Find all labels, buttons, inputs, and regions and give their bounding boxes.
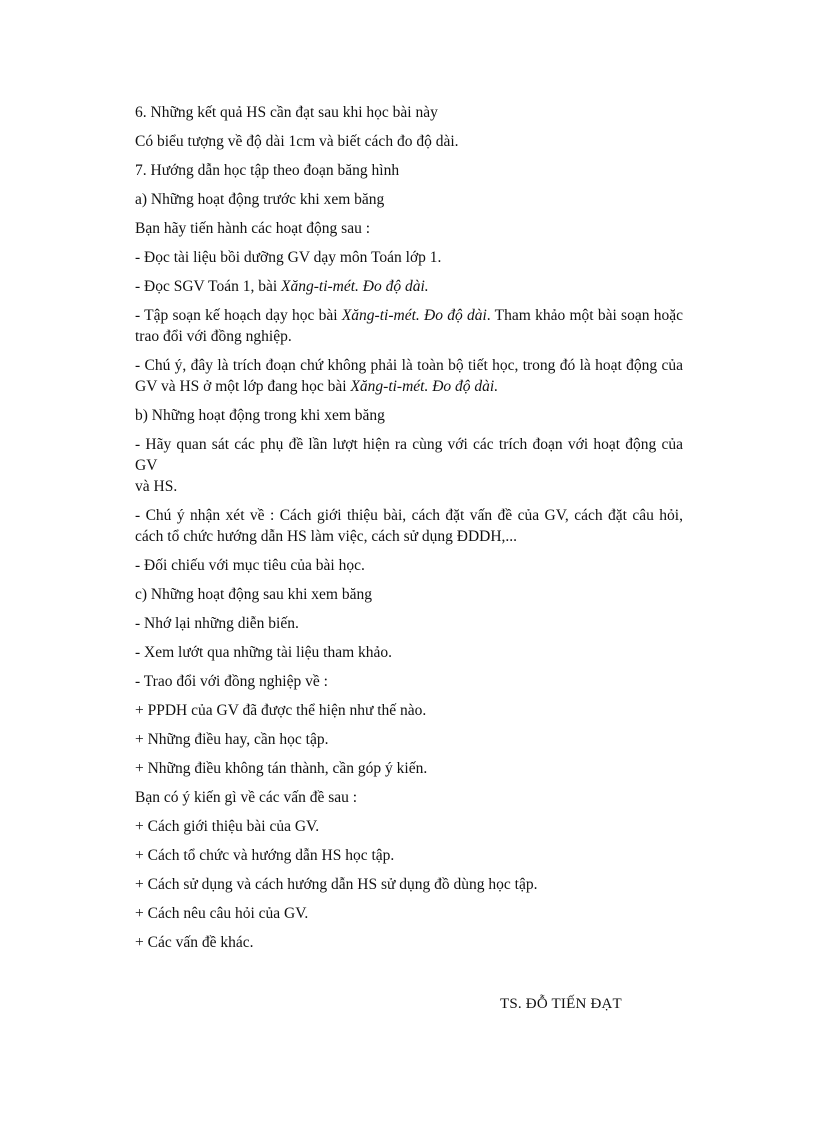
list-item-skim: - Xem lướt qua những tài liệu tham khảo.: [135, 644, 393, 661]
subheading-during-viewing: b) Những hoạt động trong khi xem băng: [135, 407, 385, 424]
lesson-title-italic: Xăng-ti-mét. Đo độ dài.: [281, 278, 429, 295]
list-item-read-sgv: [135, 276, 683, 305]
list-item-ppdh: + PPDH của GV đã được thể hiện như thế nào.: [135, 702, 427, 719]
list-item-compare: - Đối chiếu với mục tiêu của bài học.: [135, 557, 365, 574]
subheading-after-viewing: c) Những hoạt động sau khi xem băng: [135, 586, 372, 603]
list-item-disagree: + Những điều không tán thành, cần góp ý kiến.: [135, 760, 428, 777]
list-item-discuss: - Trao đổi với đồng nghiệp về :: [135, 673, 328, 690]
paragraph-learning-outcome: Có biểu tượng về độ dài 1cm và biết cách đo độ dài.: [135, 133, 459, 150]
list-item-read-materials: - Đọc tài liệu bồi dưỡng GV dạy môn Toán lớp 1.: [135, 249, 442, 266]
list-item-text: - Chú ý, đây là trích đoạn chứ không phải là toàn bộ tiết học, trong đó là hoạt động của GV và HS ở một lớp đang học bài: [135, 357, 683, 395]
section-heading-6: 6. Những kết quả HS cần đạt sau khi học bài này: [135, 104, 438, 121]
author-signature: TS. ĐỖ TIẾN ĐẠT: [500, 996, 622, 1012]
list-item-observe-continued: và HS.: [135, 478, 178, 495]
list-item-questioning: + Cách nêu câu hỏi của GV.: [135, 905, 309, 922]
list-item-good-points: + Những điều hay, cần học tập.: [135, 731, 329, 748]
list-item-text: - Tập soạn kế hoạch dạy học bài: [135, 307, 342, 324]
list-item-organization: + Cách tổ chức và hướng dẫn HS học tập.: [135, 847, 395, 864]
list-item-observe: - Hãy quan sát các phụ đề lần lượt hiện ra cùng với các trích đoạn với hoạt động của GV: [135, 436, 683, 474]
list-item-other-issues: + Các vấn đề khác.: [135, 934, 254, 951]
paragraph-instruction: Bạn hãy tiến hành các hoạt động sau :: [135, 220, 371, 237]
list-item-recall: - Nhớ lại những diễn biến.: [135, 615, 299, 632]
lesson-title-italic: Xăng-ti-mét. Đo độ dài: [341, 307, 487, 324]
list-item-introduction: + Cách giới thiệu bài của GV.: [135, 818, 320, 835]
subheading-before-viewing: a) Những hoạt động trước khi xem băng: [135, 191, 385, 208]
section-heading-7: 7. Hướng dẫn học tập theo đoạn băng hình: [135, 162, 400, 179]
list-item-text: - Đọc SGV Toán 1, bài: [135, 278, 282, 295]
list-item-note: [135, 355, 683, 397]
list-item-text: . Tham khảo một bài soạn hoặc trao đổi với đồng nghiệp.: [135, 307, 683, 345]
lesson-title-italic: Xăng-ti-mét. Đo độ dài.: [350, 378, 499, 395]
paragraph-question: Bạn có ý kiến gì về các vấn đề sau :: [135, 789, 358, 806]
list-item-lesson-plan: [135, 305, 683, 347]
list-item-comment: - Chú ý nhận xét về : Cách giới thiệu bài, cách đặt vấn đề của GV, cách đặt câu hỏi, cách tổ chức hướng dẫn HS làm việc, cách sử dụng ĐDDH,...: [135, 507, 683, 545]
list-item-materials-usage: + Cách sử dụng và cách hướng dẫn HS sử dụng đồ dùng học tập.: [135, 876, 538, 893]
document-body: [135, 102, 683, 961]
